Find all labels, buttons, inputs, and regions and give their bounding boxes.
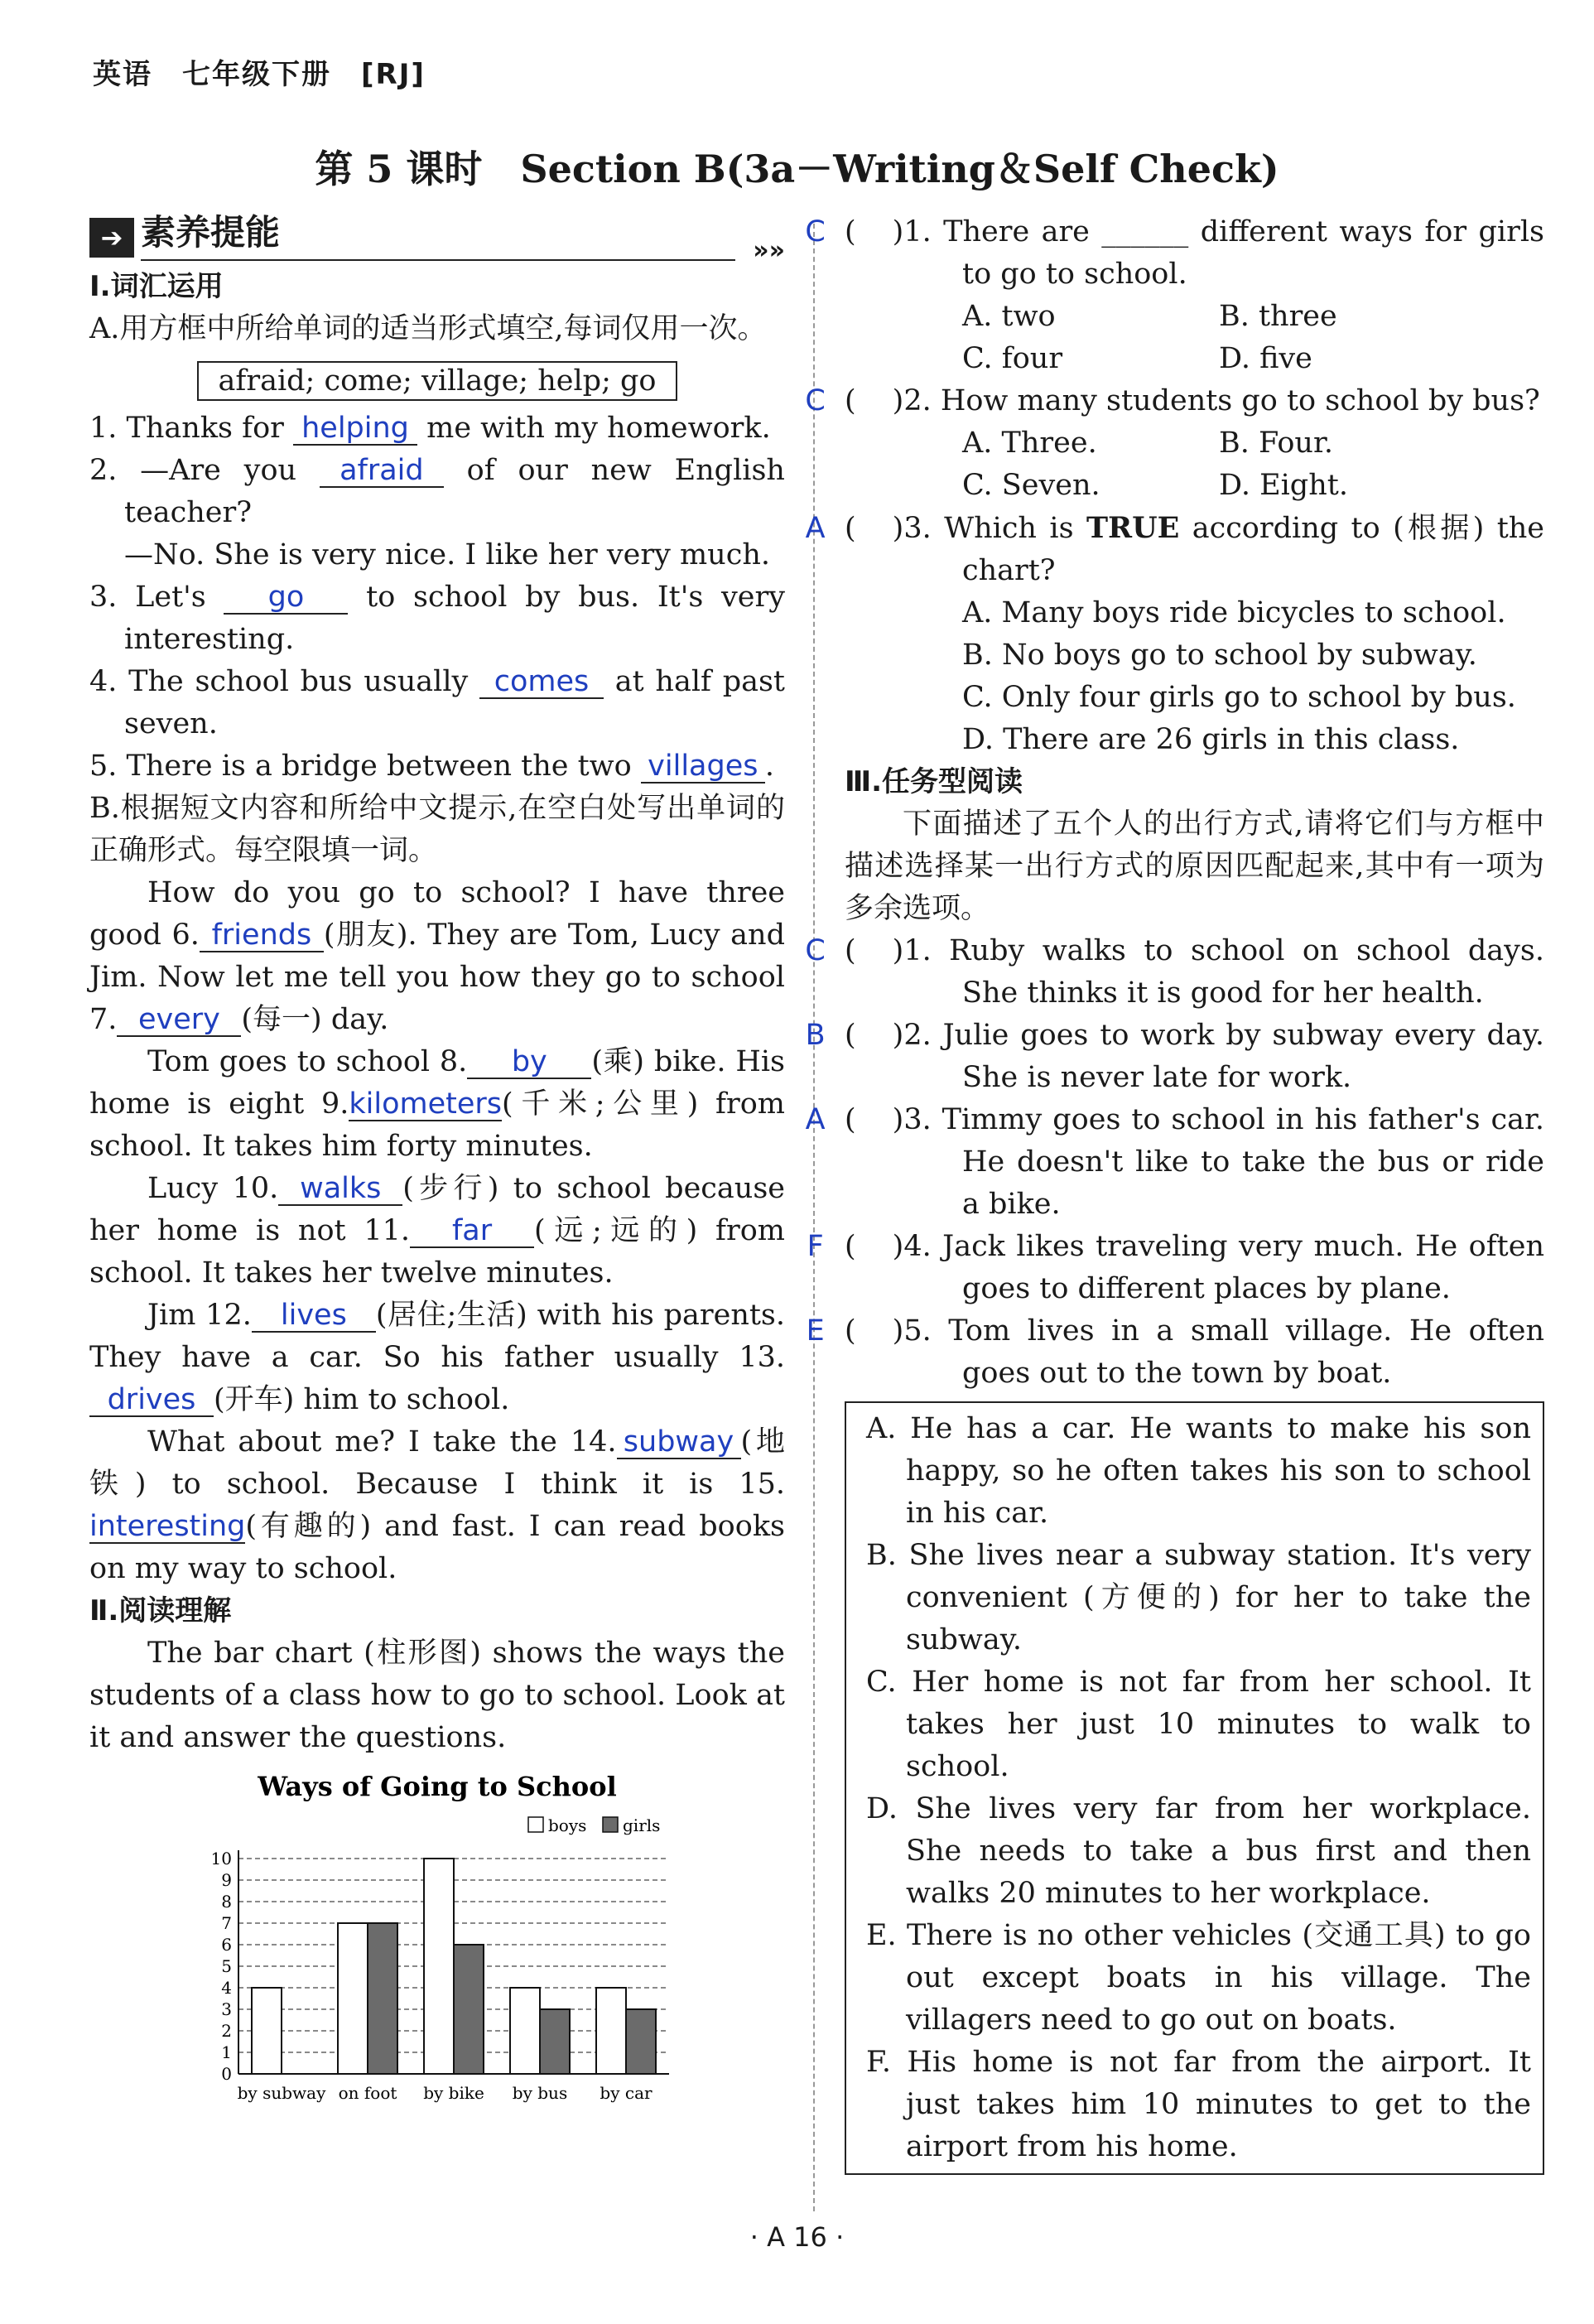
y-tick-label: 7 xyxy=(221,1913,232,1933)
s1: How do you go to school? I have three good xyxy=(89,876,785,952)
rc-q3-bold: TRUE xyxy=(1086,511,1180,545)
y-tick-label: 4 xyxy=(221,1978,232,1998)
answer-4: comes xyxy=(479,666,604,699)
rc-q1-text: 1. There are ______ different ways for girls to go to school. xyxy=(903,215,1544,291)
rc-q3-opt-c: C. Only four girls go to school by bus. xyxy=(962,681,1516,714)
answer-9: kilometers xyxy=(349,1087,503,1121)
rc-q2-opt-d: D. Eight. xyxy=(1219,469,1348,502)
rc-q2-text: 2. How many students go to school by bus? xyxy=(903,384,1540,417)
s4: Tom goes to school 8. xyxy=(147,1045,468,1078)
rc-question-1: (C )1. There are ______ different ways for girls to go to school. xyxy=(845,211,1544,296)
s6: (千米;公里) from school. It takes him forty minutes. xyxy=(89,1087,785,1163)
x-tick-label: by subway xyxy=(237,2083,326,2103)
rc-q1-opt-b: B. three xyxy=(1219,300,1337,333)
s5: (乘) bike. His home is eight 9. xyxy=(89,1045,785,1121)
y-tick-label: 1 xyxy=(221,2042,232,2062)
y-tick-label: 3 xyxy=(221,1999,232,2019)
passage-para-3 xyxy=(89,1168,785,1295)
task-text-2: 2. Julie goes to work by subway every day. She is never late for work. xyxy=(903,1019,1544,1094)
arrow-icon: ➔ xyxy=(89,218,134,258)
answer-1: helping xyxy=(293,412,417,446)
part1-b-instructions: B.根据短文内容和所给中文提示,在空白处写出单词的正确形式。每空限填一词。 xyxy=(89,792,785,867)
part2-intro: The bar chart (柱形图) shows the ways the students of a class how to go to school. Look at it and answer the questions. xyxy=(89,1637,785,1754)
y-tick-label: 2 xyxy=(221,2021,232,2041)
rc-q1-opt-a: A. two xyxy=(962,300,1056,333)
s2: (朋友). They are Tom, Lucy and Jim. Now let me tell you how they go to school xyxy=(89,919,785,994)
task-text-1: 1. Ruby walks to school on school days. She thinks it is good for her health. xyxy=(903,934,1544,1010)
rc-answer-1: C xyxy=(805,215,826,248)
passage-para-2 xyxy=(89,1041,785,1168)
rc-q3-pre: 3. Which is xyxy=(903,512,1086,545)
bar-girls xyxy=(626,2009,656,2074)
answer-6: friends xyxy=(200,919,324,952)
x-tick-label: on foot xyxy=(338,2083,397,2103)
task-item-5: (E )5. Tom lives in a small village. He often goes out to the town by boat. xyxy=(845,1310,1544,1395)
x-tick-label: by car xyxy=(600,2083,653,2103)
right-column xyxy=(805,211,1545,2175)
s9: (远;远的) from school. It takes her twelve minutes. xyxy=(89,1214,785,1290)
q5-pre: 5. There is a bridge between the two xyxy=(89,750,641,783)
rc-q1-options-row1 xyxy=(845,296,1544,338)
y-tick-label: 0 xyxy=(221,2064,232,2084)
rc-q3-opt-a: A. Many boys ride bicycles to school. xyxy=(962,596,1506,629)
header: 英语 七年级下册 [RJ] xyxy=(93,58,426,91)
y-tick-label: 9 xyxy=(221,1870,232,1890)
page-number: · A 16 · xyxy=(749,2221,845,2253)
word-box-text: afraid; come; village; help; go xyxy=(197,361,678,401)
q5-post: . xyxy=(764,750,774,783)
x-tick-label: by bus xyxy=(512,2083,568,2103)
part2-title: Ⅱ.阅读理解 xyxy=(89,1594,232,1627)
question-5 xyxy=(89,745,785,788)
rc-q1-options-row2 xyxy=(845,338,1544,380)
reason-option-e: E. There is no other vehicles (交通工具) to go out except boats in his village. The villagers need to go out on boats. xyxy=(866,1919,1531,2037)
reason-options-box xyxy=(845,1401,1544,2175)
legend-swatch-girls xyxy=(603,1817,618,1832)
q2-post: of our new English teacher? xyxy=(124,454,785,529)
reason-option-f: F. His home is not far from the airport. It just takes him 10 minutes to get to the airport from his home. xyxy=(866,2046,1531,2163)
part1-title: Ⅰ.词汇运用 xyxy=(89,270,224,303)
rc-question-3: (A )3. Which is TRUE according to (根据) the chart? xyxy=(845,507,1544,592)
rc-q1-opt-d: D. five xyxy=(1219,342,1312,375)
page-title: 第 5 课时 Section B(3a－Writing＆Self Check) xyxy=(315,147,1279,191)
chevrons-icon: »» xyxy=(753,236,785,265)
reason-option-b: B. She lives near a subway station. It's very convenient (方便的) for her to take the subway. xyxy=(866,1539,1531,1656)
bar-boys xyxy=(252,1988,282,2074)
s8: (步行) to school because her home is not 11. xyxy=(89,1172,785,1247)
heading-rule xyxy=(141,259,735,261)
rc-q3-opt-d: D. There are 26 girls in this class. xyxy=(962,723,1460,756)
q4-pre: 4. The school bus usually xyxy=(89,665,480,698)
question-4 xyxy=(89,661,785,745)
rc-q2-opt-b: B. Four. xyxy=(1219,427,1333,460)
answer-8: by xyxy=(467,1046,591,1079)
chart-title: Ways of Going to School xyxy=(258,1771,617,1802)
task-text-4: 4. Jack likes traveling very much. He often goes to different places by plane. xyxy=(903,1230,1544,1305)
s10: Jim 12. xyxy=(147,1299,252,1332)
task-answer-4: F xyxy=(807,1230,824,1263)
passage-para-1: How do you go to school? I have three good 6. friends (朋友). They are Tom, Lucy and Jim. Now let me tell you how they go to school 7. every (每一) day. xyxy=(89,876,785,1036)
task-answer-2: B xyxy=(805,1019,826,1052)
bar-boys xyxy=(510,1988,540,2074)
bar-girls xyxy=(454,1945,484,2074)
legend-swatch-boys xyxy=(528,1817,543,1832)
task-answer-1: C xyxy=(805,934,826,967)
rc-question-2: (C )2. How many students go to school by bus? xyxy=(845,380,1544,422)
task-item-4: (F )4. Jack likes traveling very much. He often goes to different places by plane. xyxy=(845,1226,1544,1310)
answer-5: villages xyxy=(641,750,765,784)
s13: What about me? I take the 14. xyxy=(147,1425,617,1459)
answer-7: every xyxy=(117,1004,241,1037)
bar-girls xyxy=(540,2009,570,2074)
q3-pre: 3. Let's xyxy=(89,581,224,614)
s7: Lucy 10. xyxy=(147,1172,279,1205)
bar-boys xyxy=(338,1923,368,2074)
task-answer-5: E xyxy=(806,1314,825,1348)
answer-3: go xyxy=(224,581,348,615)
passage-para-4 xyxy=(89,1295,785,1421)
rc-answer-3: A xyxy=(805,512,826,545)
rc-q1-opt-c: C. four xyxy=(962,342,1063,375)
y-tick-label: 10 xyxy=(210,1849,232,1868)
part3-title: Ⅲ.任务型阅读 xyxy=(845,765,1023,798)
y-tick-label: 6 xyxy=(221,1935,232,1955)
bar-chart xyxy=(89,1767,785,2128)
answer-14: subway xyxy=(617,1426,741,1459)
q3-post: to school by bus. It's very interesting. xyxy=(124,581,785,656)
left-column xyxy=(89,211,785,2128)
task-answer-3: A xyxy=(805,1103,826,1136)
y-tick-label: 8 xyxy=(221,1892,232,1912)
rc-q2-options-row2 xyxy=(845,465,1544,507)
answer-13: drives xyxy=(89,1384,214,1417)
task-item-2: (B )2. Julie goes to work by subway every day. She is never late for work. xyxy=(845,1015,1544,1099)
bar-boys xyxy=(596,1988,626,2074)
task-item-1: (C )1. Ruby walks to school on school days. She thinks it is good for her health. xyxy=(845,930,1544,1015)
part3-intro: 下面描述了五个人的出行方式,请将它们与方框中描述选择某一出行方式的原因匹配起来,其中有一项为多余选项。 xyxy=(845,808,1544,925)
question-2-reply: —No. She is very nice. I like her very much. xyxy=(124,538,770,571)
bar-girls xyxy=(368,1923,397,2074)
word-box xyxy=(89,360,785,403)
rc-answer-2: C xyxy=(805,384,826,417)
passage-para-5 xyxy=(89,1421,785,1590)
legend-label-boys: boys xyxy=(548,1815,587,1835)
q1-pre: 1. Thanks for xyxy=(89,412,293,445)
rc-q2-opt-c: C. Seven. xyxy=(962,469,1100,502)
answer-2: afraid xyxy=(320,455,444,488)
answer-12: lives xyxy=(252,1299,376,1333)
part1-a-instructions: A.用方框中所给单词的适当形式填空,每词仅用一次。 xyxy=(89,312,767,345)
s11: (居住;生活) with his parents. They have a car. So his father usually 13. xyxy=(89,1299,786,1374)
bar-boys xyxy=(424,1859,454,2074)
reason-option-c: C. Her home is not far from her school. It takes her just 10 minutes to walk to school. xyxy=(866,1666,1531,1783)
bar-chart-svg xyxy=(89,1767,785,2115)
q4-post: at half past seven. xyxy=(124,665,785,740)
task-text-3: 3. Timmy goes to school in his father's car. He doesn't like to take the bus or ride a bike. xyxy=(903,1103,1544,1221)
question-3 xyxy=(89,576,785,661)
answer-11: far xyxy=(410,1215,534,1248)
question-2 xyxy=(89,450,785,534)
s14: (地铁) to school. Because I think it is 15. xyxy=(89,1425,785,1501)
s15: (有趣的) and fast. I can read books on my way to school. xyxy=(89,1510,785,1585)
section-heading-text: 素养提能 xyxy=(141,212,281,253)
x-tick-label: by bike xyxy=(423,2083,484,2103)
task-text-5: 5. Tom lives in a small village. He often goes out to the town by boat. xyxy=(903,1314,1544,1390)
rc-q3-opt-b: B. No boys go to school by subway. xyxy=(962,639,1477,672)
s12: (开车) him to school. xyxy=(214,1383,510,1416)
reason-option-d: D. She lives very far from her workplace. She needs to take a bus first and then walks 20 minutes to her workplace. xyxy=(866,1792,1531,1910)
answer-15: interesting xyxy=(89,1510,246,1543)
rc-q2-opt-a: A. Three. xyxy=(962,427,1097,460)
task-item-3: (A )3. Timmy goes to school in his father's car. He doesn't like to take the bus or ride a bike. xyxy=(845,1099,1544,1226)
q1-post: me with my homework. xyxy=(417,412,771,445)
s3: (每一) day. xyxy=(241,1003,389,1036)
answer-10: walks xyxy=(278,1173,402,1206)
section-heading xyxy=(89,211,785,263)
reason-option-a: A. He has a car. He wants to make his son happy, so he often takes his son to school in his car. xyxy=(866,1412,1531,1530)
rc-q3-post: according to (根据) the chart? xyxy=(962,512,1545,587)
y-tick-label: 5 xyxy=(221,1956,232,1976)
rc-q2-options-row1 xyxy=(845,422,1544,465)
legend-label-girls: girls xyxy=(623,1815,661,1835)
question-1 xyxy=(89,407,785,450)
q2-pre: 2. —Are you xyxy=(89,454,320,487)
